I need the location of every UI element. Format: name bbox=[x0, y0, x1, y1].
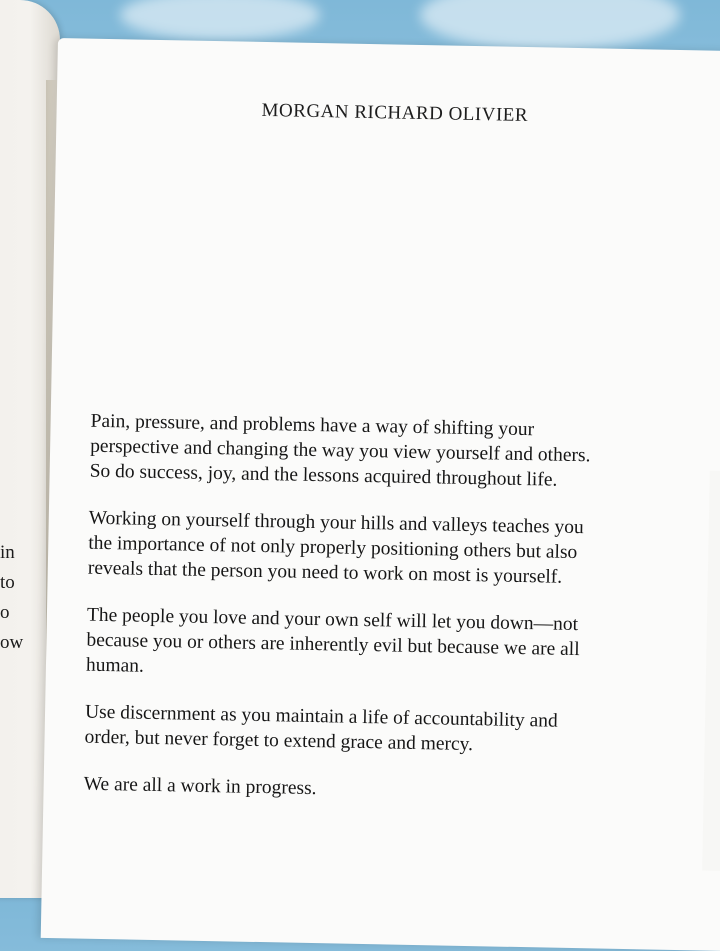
paragraph: We are all a work in progress. bbox=[83, 773, 317, 800]
sky-cloud bbox=[420, 0, 680, 50]
right-page bbox=[41, 38, 720, 951]
paragraph: Use discernment as you maintain a life of accountability and order, but never forget to extend grace and mercy. bbox=[84, 701, 558, 756]
running-header: MORGAN RICHARD OLIVIER bbox=[261, 99, 529, 127]
page-body bbox=[83, 409, 671, 830]
left-page-text bbox=[0, 538, 23, 658]
bleed-through-shadow bbox=[702, 471, 720, 872]
left-fragment: to bbox=[0, 572, 15, 593]
paragraph: Pain, pressure, and problems have a way of shifting your perspective and changing the way you view yourself and others. So do success, joy, and the lessons acquired throughout life. bbox=[89, 410, 591, 491]
sky-cloud bbox=[120, 0, 320, 40]
left-fragment: ow bbox=[0, 632, 24, 653]
left-fragment: in bbox=[0, 542, 15, 563]
left-fragment: o bbox=[0, 602, 10, 623]
paragraph: Working on yourself through your hills and valleys teaches you the importance of not only properly positioning others but also reveals that the person you need to work on most is yourself. bbox=[87, 507, 584, 588]
paragraph: The people you love and your own self will let you down—not because you or others are inherently evil but because we are all human. bbox=[85, 604, 580, 677]
